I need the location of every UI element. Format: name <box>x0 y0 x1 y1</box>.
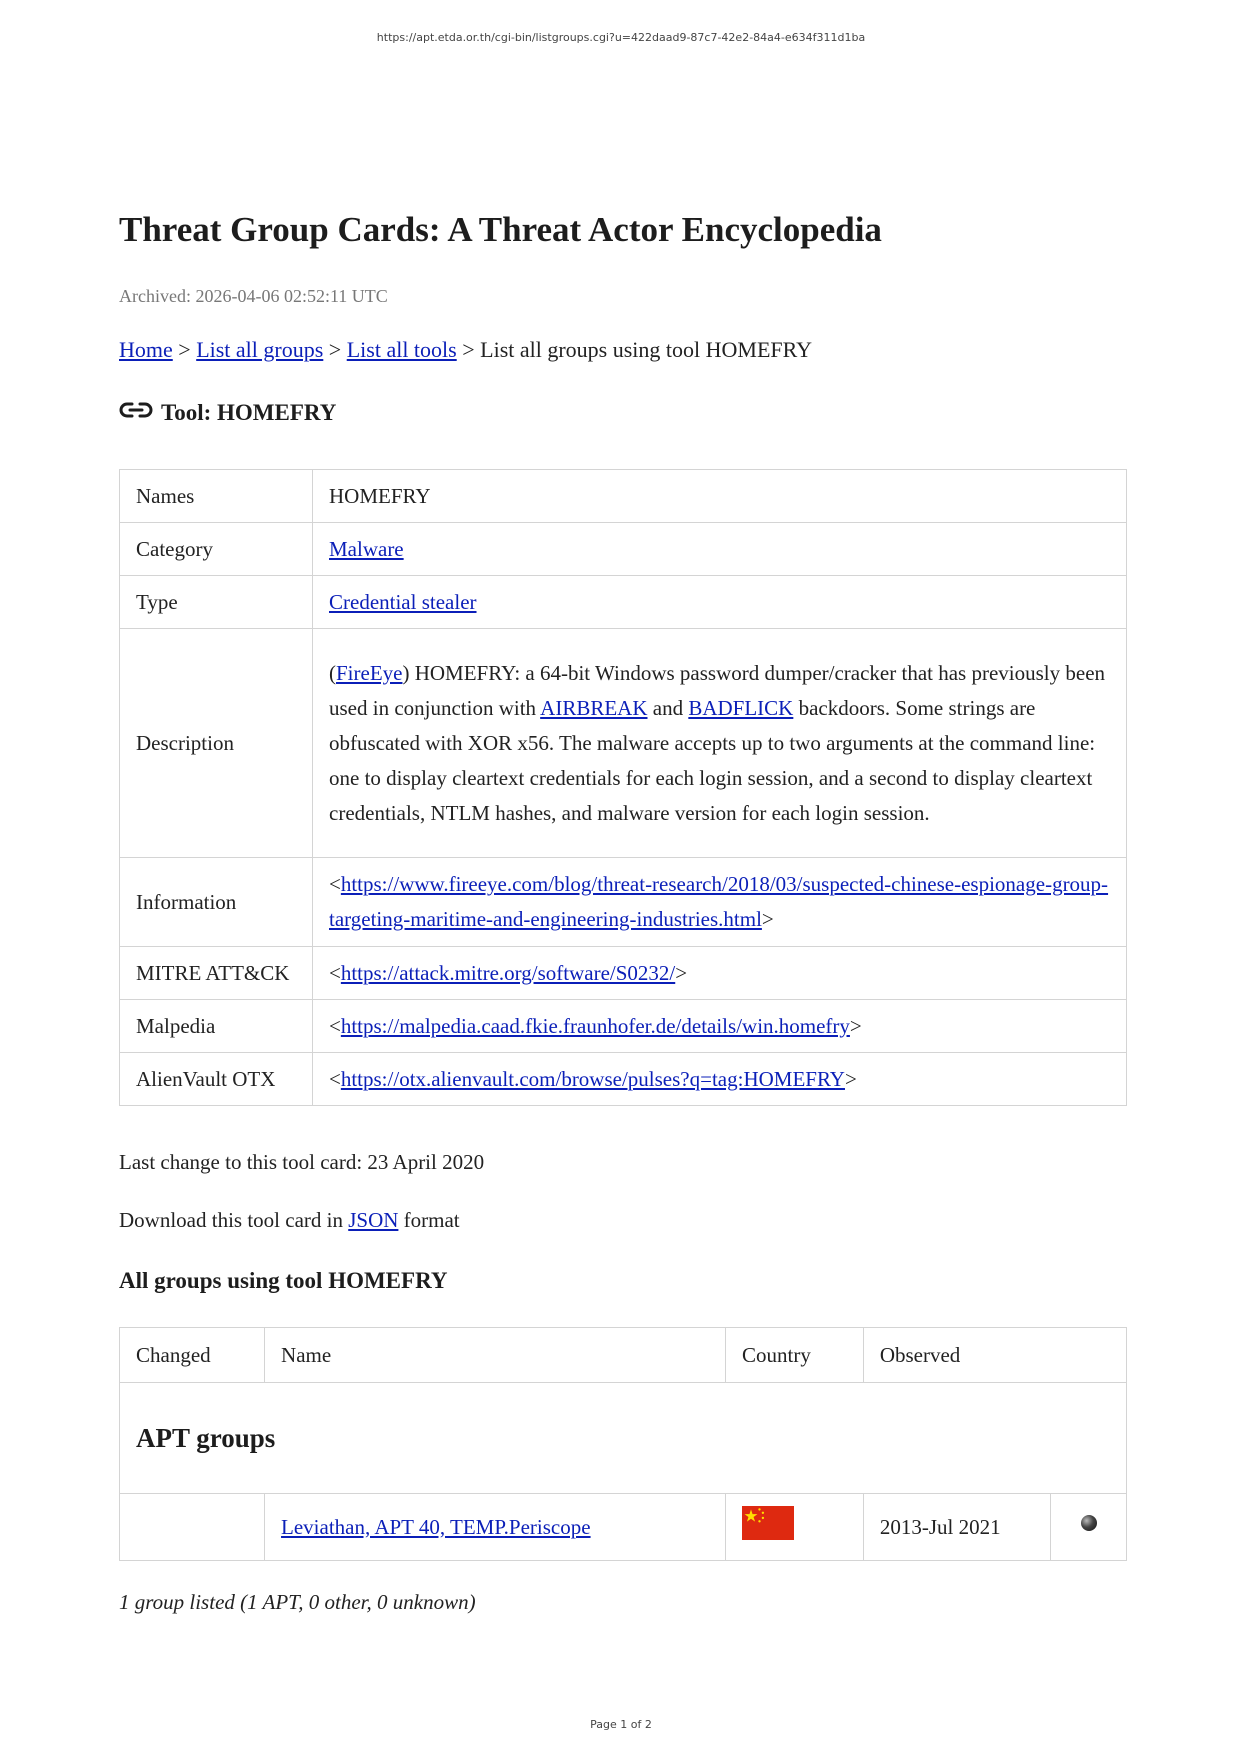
mitre-link[interactable]: https://attack.mitre.org/software/S0232/ <box>340 960 676 985</box>
angle-bracket: > <box>849 1013 862 1038</box>
table-row <box>120 947 1127 1000</box>
description-text: ) HOMEFRY: a 64-bit Windows password dumper/cracker that has previously been used in conjunction with <box>329 660 1106 720</box>
information-link[interactable]: https://www.fireeye.com/blog/threat-research/2018/03/suspected-chinese-espionage-group-targeting-maritime-and-engineering-industries.html <box>329 872 1109 931</box>
breadcrumb-list-groups-link[interactable]: List all groups <box>196 337 324 362</box>
print-header-url: https://apt.etda.or.th/cgi-bin/listgroups.cgi?u=422daad9-87c7-42e2-84a4-e634f311d1ba <box>376 31 866 44</box>
category-value <box>313 523 1127 576</box>
breadcrumb-home-link[interactable]: Home <box>119 337 173 362</box>
names-value: HOMEFRY <box>313 470 1127 523</box>
download-prefix: Download this tool card in <box>119 1208 349 1232</box>
table-row <box>120 1053 1127 1106</box>
page-number: Page 1 of 2 <box>590 1718 652 1731</box>
group-status-cell <box>1051 1494 1127 1561</box>
header-country: Country <box>726 1328 864 1383</box>
description-value <box>313 629 1127 858</box>
breadcrumb-separator: > <box>172 337 197 362</box>
group-changed <box>120 1494 265 1561</box>
table-row <box>120 1000 1127 1053</box>
mitre-value <box>313 947 1127 1000</box>
breadcrumb-separator: > <box>456 337 481 362</box>
names-key: Names <box>120 470 313 523</box>
table-row <box>120 576 1127 629</box>
otx-value <box>313 1053 1127 1106</box>
badflick-link[interactable]: BADFLICK <box>688 695 794 720</box>
group-country-cell <box>726 1494 864 1561</box>
breadcrumb-current: List all groups using tool HOMEFRY <box>480 337 812 362</box>
download-line <box>119 1208 460 1233</box>
angle-bracket: < <box>329 1066 341 1091</box>
link-icon <box>119 400 153 420</box>
malpedia-key: Malpedia <box>120 1000 313 1053</box>
angle-bracket: > <box>675 960 688 985</box>
header-name: Name <box>265 1328 726 1383</box>
description-text: and <box>647 695 689 720</box>
groups-table <box>119 1327 1127 1561</box>
category-key: Category <box>120 523 313 576</box>
group-observed: 2013-Jul 2021 <box>863 1494 1051 1561</box>
description-text: ( <box>329 660 336 685</box>
angle-bracket: > <box>761 907 774 931</box>
category-link[interactable]: Malware <box>329 536 404 561</box>
group-name-link[interactable]: Leviathan, APT 40, TEMP.Periscope <box>281 1514 591 1539</box>
mitre-key: MITRE ATT&CK <box>120 947 313 1000</box>
table-row <box>120 1494 1127 1561</box>
angle-bracket: > <box>844 1066 857 1091</box>
groups-heading: All groups using tool HOMEFRY <box>119 1268 448 1293</box>
type-value <box>313 576 1127 629</box>
group-name-cell <box>265 1494 726 1561</box>
airbreak-link[interactable]: AIRBREAK <box>540 695 648 720</box>
description-source-link[interactable]: FireEye <box>336 660 403 685</box>
json-download-link[interactable]: JSON <box>348 1208 399 1232</box>
groups-summary: 1 group listed (1 APT, 0 other, 0 unknown) <box>119 1590 476 1614</box>
information-key: Information <box>120 858 313 947</box>
breadcrumb-separator: > <box>323 337 347 362</box>
malpedia-link[interactable]: https://malpedia.caad.fkie.fraunhofer.de/details/win.homefry <box>340 1013 850 1038</box>
download-suffix: format <box>398 1208 460 1232</box>
breadcrumb <box>119 337 812 363</box>
table-header-row <box>120 1328 1127 1383</box>
header-changed: Changed <box>120 1328 265 1383</box>
angle-bracket: < <box>329 872 341 896</box>
archived-timestamp: Archived: 2026-04-06 02:52:11 UTC <box>119 286 388 306</box>
angle-bracket: < <box>329 1013 341 1038</box>
last-change: Last change to this tool card: 23 April 2020 <box>119 1150 485 1174</box>
otx-key: AlienVault OTX <box>120 1053 313 1106</box>
section-row <box>120 1383 1127 1494</box>
type-key: Type <box>120 576 313 629</box>
breadcrumb-list-tools-link[interactable]: List all tools <box>346 337 457 362</box>
tool-heading-text: Tool: HOMEFRY <box>161 400 337 425</box>
header-observed: Observed <box>863 1328 1126 1383</box>
angle-bracket: < <box>329 960 341 985</box>
china-flag-icon <box>742 1506 794 1540</box>
malpedia-value <box>313 1000 1127 1053</box>
description-key: Description <box>120 629 313 858</box>
page-title: Threat Group Cards: A Threat Actor Encyclopedia <box>119 210 882 249</box>
black-dot-icon <box>1081 1515 1097 1531</box>
description-text: backdoors. Some strings are obfuscated with XOR x56. The malware accepts up to two arguments at the command line: one to display cleartext credentials for each login session, and a second to display cleartext credentials, NTLM hashes, and malware version for each login session. <box>329 695 1096 825</box>
information-value <box>313 858 1127 947</box>
type-link[interactable]: Credential stealer <box>329 589 477 614</box>
table-row <box>120 629 1127 858</box>
table-row <box>120 858 1127 947</box>
section-apt-groups: APT groups <box>120 1383 1127 1494</box>
tool-heading <box>119 400 336 426</box>
tool-info-table <box>119 469 1127 1106</box>
table-row <box>120 523 1127 576</box>
otx-link[interactable]: https://otx.alienvault.com/browse/pulses?q=tag:HOMEFRY <box>340 1066 845 1091</box>
table-row <box>120 470 1127 523</box>
